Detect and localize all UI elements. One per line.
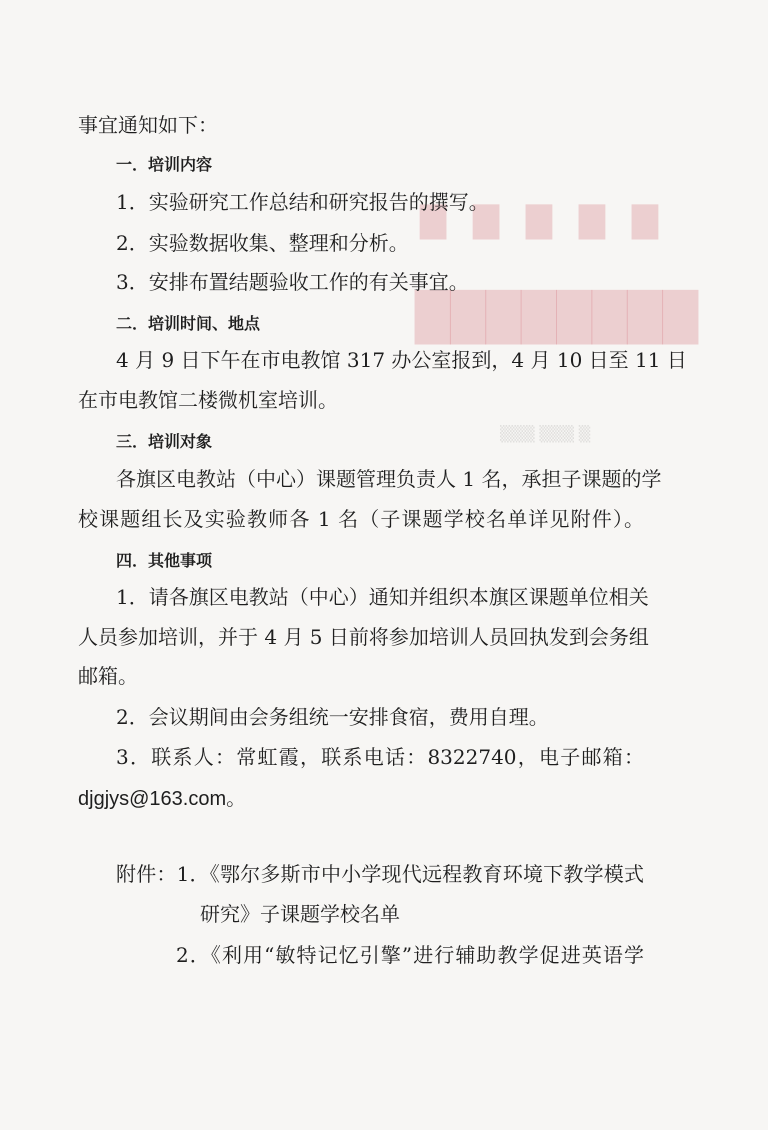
attachment-line-2: 研究》子课题学校名单 xyxy=(200,902,400,926)
attachment-line-3: 2．《利用“敏特记忆引擎”进行辅助教学促进英语学 xyxy=(176,943,644,967)
bleed-through-header: ▇ ▇ ▇ ▇ ▇ xyxy=(420,200,666,240)
text-line-11: 校课题组长及实验教师各 1 名（子课题学校名单详见附件）。 xyxy=(78,507,644,531)
text-line-13: 1．请各旗区电教站（中心）通知并组织本旗区课题单位相关 xyxy=(116,585,649,609)
text-line-8: 在市电教馆二楼微机室培训。 xyxy=(78,388,338,412)
section-heading-4: 四．其他事项 xyxy=(116,551,213,570)
section-heading-2: 二．培训时间、地点 xyxy=(116,314,261,333)
text-line-4: 2．实验数据收集、整理和分析。 xyxy=(116,231,409,255)
text-line-10: 各旗区电教站（中心）课题管理负责人 1 名，承担子课题的学 xyxy=(116,467,662,491)
text-line-3: 1．实验研究工作总结和研究报告的撰写。 xyxy=(116,190,489,214)
email-address: djgjys@163.com。 xyxy=(78,788,247,810)
bleed-through-text: ▒▒▒ ▒▒▒ ▒ xyxy=(500,425,591,443)
text-line-7: 4 月 9 日下午在市电教馆 317 办公室报到，4 月 10 日至 11 日 xyxy=(116,348,687,372)
text-line-14: 人员参加培训，并于 4 月 5 日前将参加培训人员回执发到会务组 xyxy=(78,625,649,649)
attachment-line-1: 附件：1．《鄂尔多斯市中小学现代远程教育环境下教学模式 xyxy=(116,862,644,886)
text-line-17: 3．联系人：常虹霞，联系电话：8322740，电子邮箱： xyxy=(116,745,644,769)
section-heading-3: 三．培训对象 xyxy=(116,432,213,451)
text-line-5: 3．安排布置结题验收工作的有关事宜。 xyxy=(116,270,469,294)
text-line-16: 2．会议期间由会务组统一安排食宿，费用自理。 xyxy=(116,705,549,729)
text-line-15: 邮箱。 xyxy=(78,664,138,688)
section-heading-1: 一．培训内容 xyxy=(116,155,213,174)
text-line-1: 事宜通知如下： xyxy=(78,113,218,137)
bleed-through-title: ████████ xyxy=(415,290,699,344)
